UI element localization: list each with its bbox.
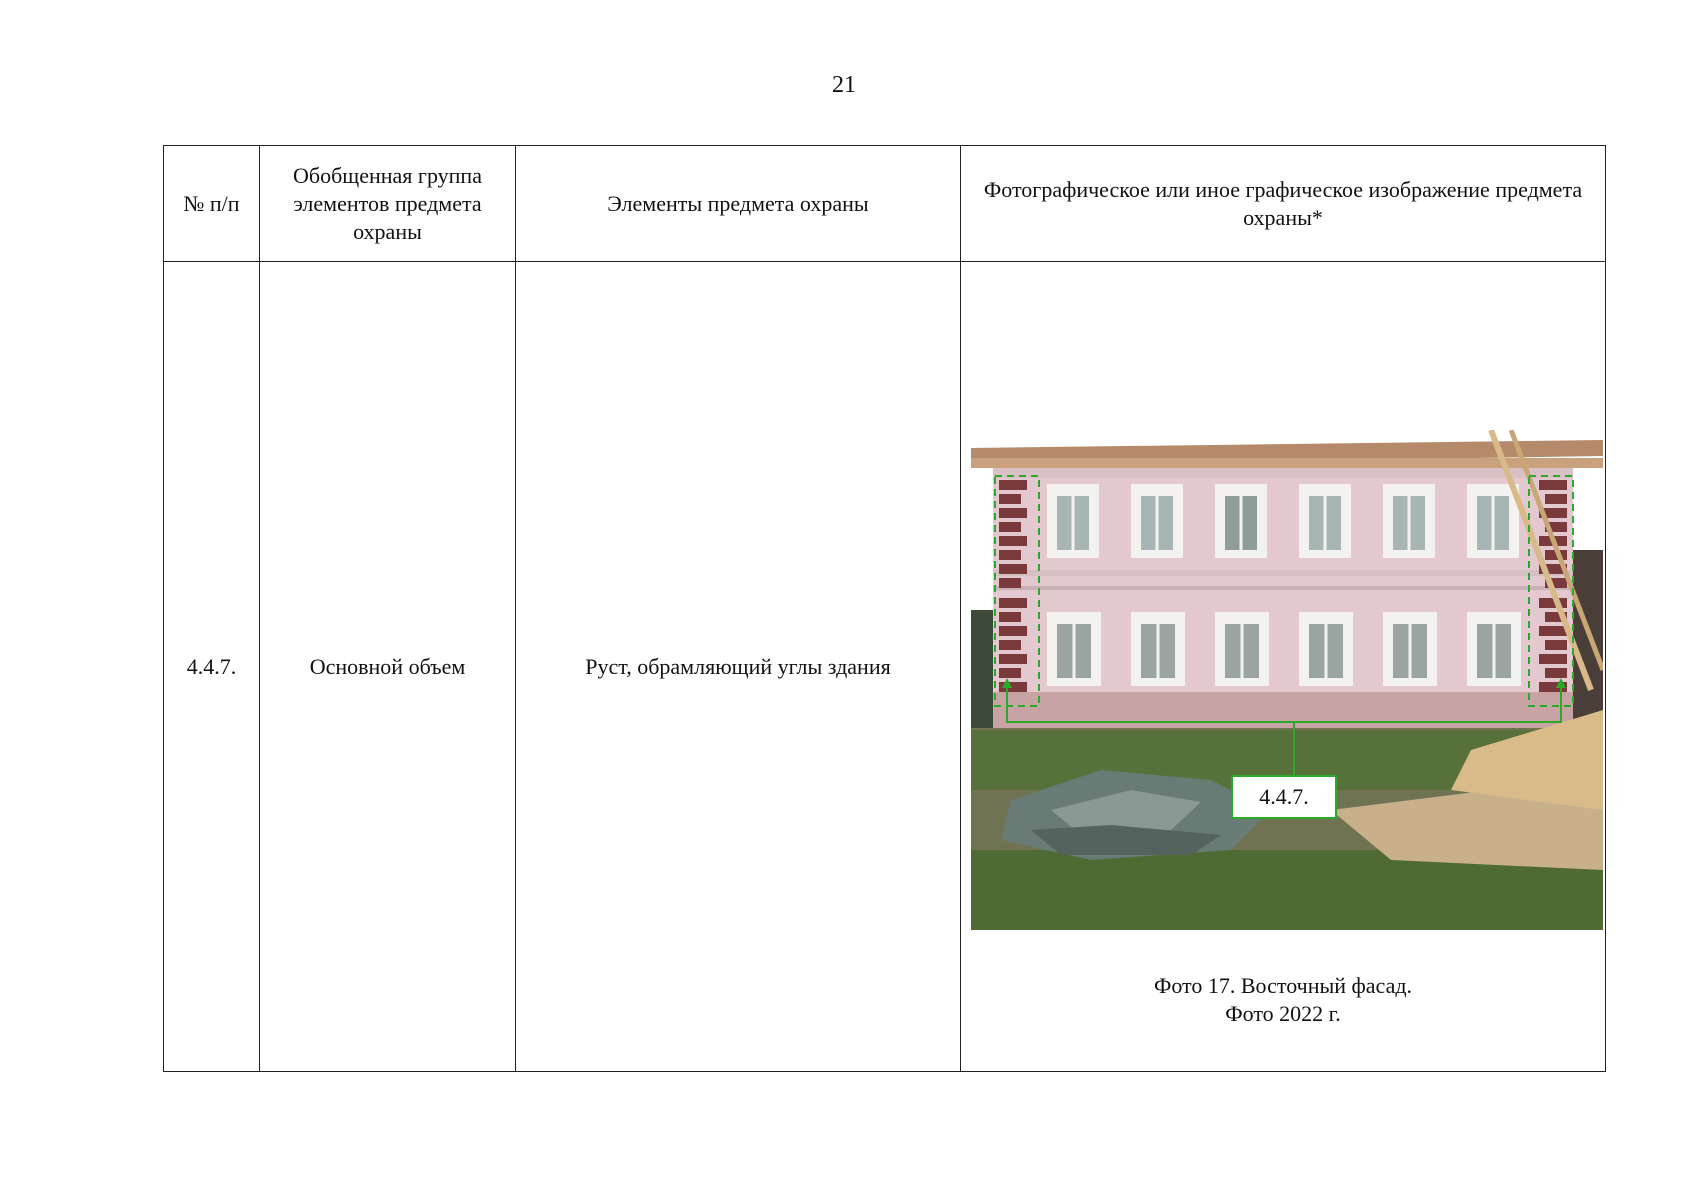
header-num: № п/п: [164, 146, 260, 262]
row-group: Основной объем: [260, 262, 516, 1072]
header-elements: Элементы предмета охраны: [516, 146, 961, 262]
callout-label: 4.4.7.: [1231, 775, 1337, 819]
row-num: 4.4.7.: [164, 262, 260, 1072]
table-header-row: [164, 146, 1606, 262]
row-element: Руст, обрамляющий углы здания: [516, 262, 961, 1072]
header-image: Фотографическое или иное графическое изображение предмета охраны*: [961, 146, 1606, 262]
header-group: Обобщенная группа элементов предмета охраны: [260, 146, 516, 262]
caption-line-1: Фото 17. Восточный фасад.: [1153, 973, 1413, 998]
page-number: 21: [832, 72, 856, 98]
facade-photo: [971, 430, 1603, 930]
row-photo-cell: [961, 262, 1606, 1072]
table-row: [164, 262, 1606, 1072]
protection-subject-table: [163, 145, 1606, 1072]
caption-line-2: Фото 2022 г.: [1225, 1001, 1341, 1026]
photo-caption: [961, 972, 1605, 1028]
